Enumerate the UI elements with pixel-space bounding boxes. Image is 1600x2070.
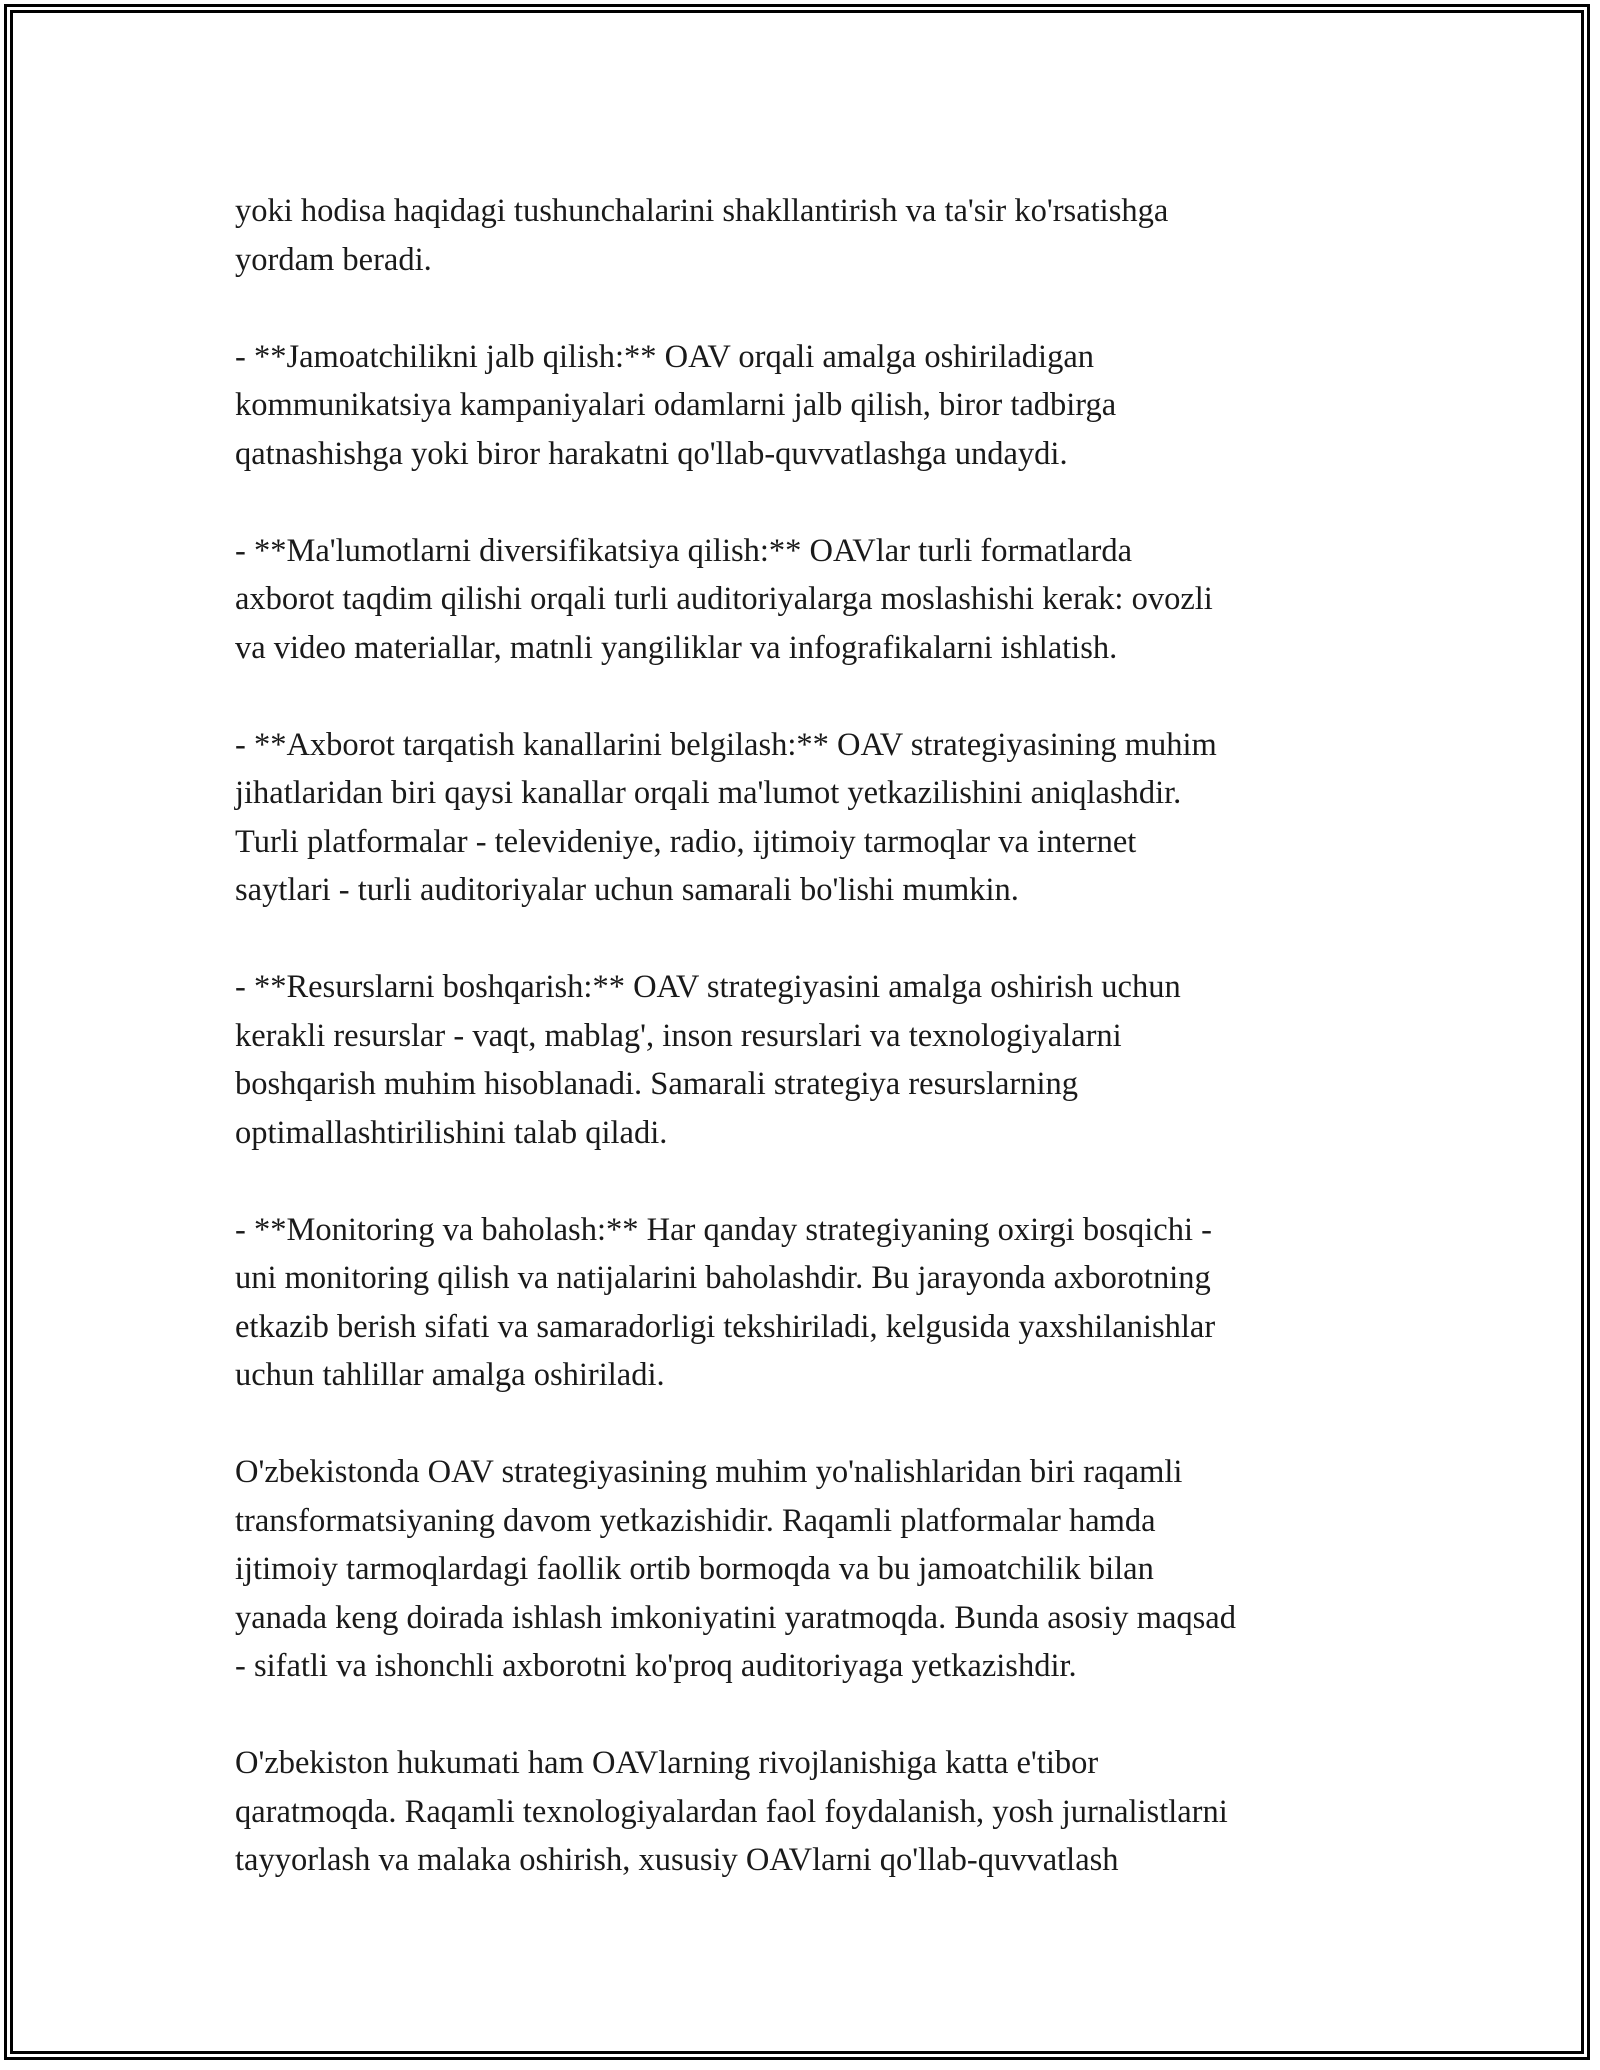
text-line: tayyorlash va malaka oshirish, xususiy OAVlarni qo'llab-quvvatlash	[235, 1842, 1119, 1878]
text-line: - sifatli va ishonchli axborotni ko'proq auditoriyaga yetkazishdir.	[235, 1648, 1077, 1684]
text-line: saytlari - turli auditoriyalar uchun samarali bo'lishi mumkin.	[235, 872, 1019, 908]
text-line: yoki hodisa haqidagi tushunchalarini shakllantirish va ta'sir ko'rsatishga	[235, 193, 1169, 229]
text-line: - **Ma'lumotlarni diversifikatsiya qilish:** OAVlar turli formatlarda	[235, 532, 1133, 569]
text-line: O'zbekistonda OAV strategiyasining muhim yo'nalishlaridan biri raqamli	[235, 1454, 1183, 1490]
bullet-paragraph	[235, 963, 1395, 1157]
text-line: - **Axborot tarqatish kanallarini belgilash:** OAV strategiyasining muhim	[235, 726, 1217, 763]
text-line: - **Resurslarni boshqarish:** OAV strategiyasini amalga oshirish uchun	[235, 969, 1181, 1005]
text-line: kommunikatsiya kampaniyalari odamlarni jalb qilish, biror tadbirga	[235, 387, 1117, 423]
paragraph-gap	[235, 478, 1395, 527]
bullet-paragraph	[235, 333, 1395, 479]
text-line: axborot taqdim qilishi orqali turli auditoriyalarga moslashishi kerak: ovozli	[235, 581, 1213, 617]
text-line: Turli platformalar - televideniye, radio, ijtimoiy tarmoqlar va internet	[235, 823, 1137, 860]
paragraph	[235, 1448, 1395, 1691]
text-line: boshqarish muhim hisoblanadi. Samarali strategiya resurslarning	[235, 1066, 1079, 1102]
paragraph	[235, 1739, 1395, 1885]
text-line: yanada keng doirada ishlash imkoniyatini yaratmoqda. Bunda asosiy maqsad	[235, 1599, 1236, 1636]
bullet-paragraph	[235, 721, 1395, 915]
paragraph-gap	[235, 284, 1395, 333]
text-line: ijtimoiy tarmoqlardagi faollik ortib bormoqda va bu jamoatchilik bilan	[235, 1551, 1154, 1587]
text-line: - **Jamoatchilikni jalb qilish:** OAV orqali amalga oshiriladigan	[235, 338, 1095, 375]
page-body	[235, 187, 1395, 1885]
paragraph-gap	[235, 915, 1395, 964]
text-line: kerakli resurslar - vaqt, mablag', inson resurslari va texnologiyalarni	[235, 1017, 1122, 1054]
text-line: yordam beradi.	[235, 241, 432, 278]
paragraph-gap	[235, 1400, 1395, 1449]
paragraph	[235, 187, 1395, 284]
bullet-paragraph	[235, 527, 1395, 673]
paragraph-gap	[235, 672, 1395, 721]
text-line: va video materiallar, matnli yangiliklar va infografikalarni ishlatish.	[235, 629, 1118, 666]
text-line: uchun tahlillar amalga oshiriladi.	[235, 1357, 665, 1393]
bullet-paragraph	[235, 1206, 1395, 1400]
text-line: transformatsiyaning davom yetkazishidir. Raqamli platformalar hamda	[235, 1502, 1156, 1539]
text-line: optimallashtirilishini talab qiladi.	[235, 1114, 668, 1151]
paragraph-gap	[235, 1157, 1395, 1206]
text-line: jihatlaridan biri qaysi kanallar orqali ma'lumot yetkazilishini aniqlashdir.	[235, 775, 1182, 811]
text-line: - **Monitoring va baholash:** Har qanday strategiyaning oxirgi bosqichi -	[235, 1211, 1212, 1248]
text-line: uni monitoring qilish va natijalarini baholashdir. Bu jarayonda axborotning	[235, 1260, 1211, 1296]
text-line: qatnashishga yoki biror harakatni qo'llab-quvvatlashga undaydi.	[235, 435, 1068, 472]
text-line: qaratmoqda. Raqamli texnologiyalardan faol foydalanish, yosh jurnalistlarni	[235, 1793, 1228, 1830]
text-line: O'zbekiston hukumati ham OAVlarning rivojlanishiga katta e'tibor	[235, 1745, 1099, 1781]
paragraph-gap	[235, 1691, 1395, 1740]
text-line: etkazib berish sifati va samaradorligi tekshiriladi, kelgusida yaxshilanishlar	[235, 1308, 1216, 1345]
